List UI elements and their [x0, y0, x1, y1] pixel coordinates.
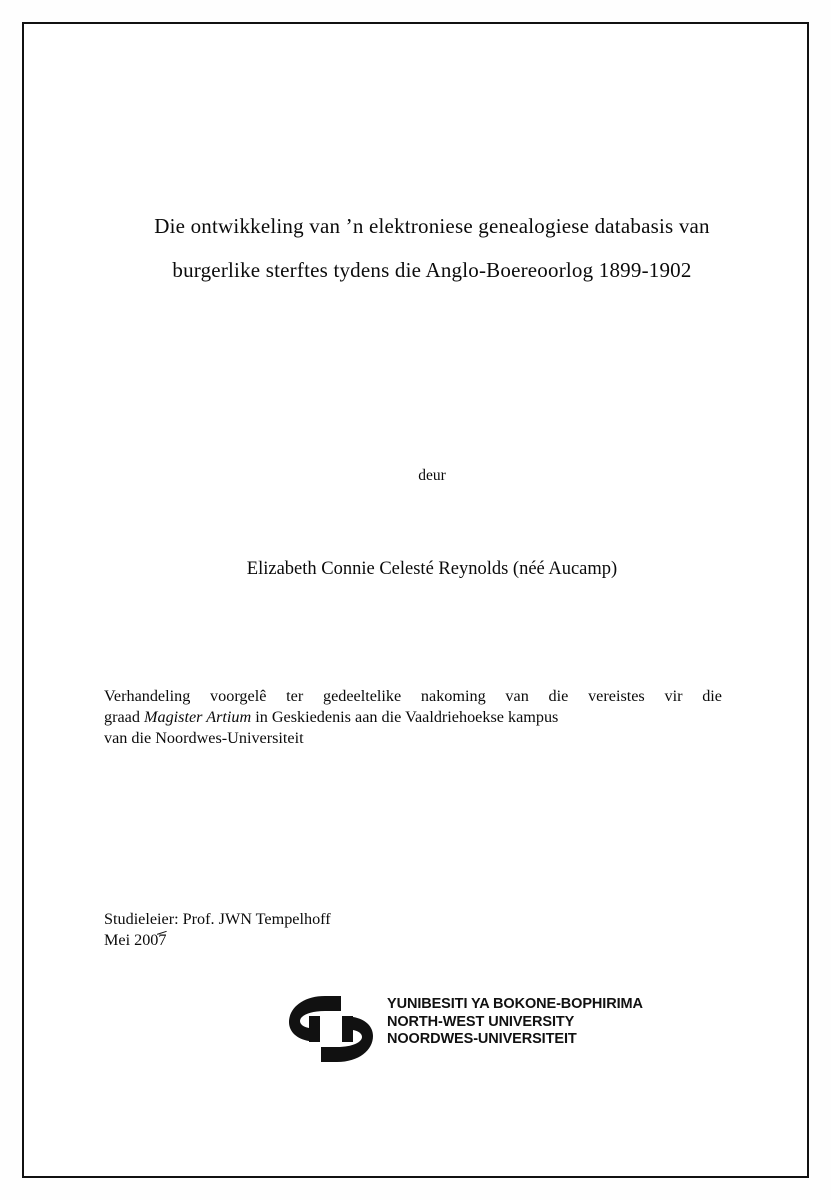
title-line-2: burgerlike sterftes tydens die Anglo-Boereoorlog 1899-1902 — [172, 258, 692, 282]
title-page-content — [102, 204, 762, 951]
logo-text-line-2: NORTH-WEST UNIVERSITY — [387, 1013, 575, 1030]
north-west-university-logo-icon — [279, 992, 383, 1066]
supervisor-block — [104, 909, 762, 951]
page-border — [22, 22, 809, 1178]
title-line-1: Die ontwikkeling van ’n elektroniese genealogiese databasis van — [154, 214, 710, 238]
submission-date-text: Mei 2007 — [104, 931, 167, 949]
by-label: deur — [418, 467, 446, 484]
university-logo-block — [279, 992, 643, 1070]
logo-text-line-1: YUNIBESITI YA BOKONE-BOPHIRIMA — [387, 996, 643, 1012]
degree-statement-line-2-suffix: in Geskiedenis aan die Vaaldriehoekse kampus — [251, 708, 559, 726]
author-name: Elizabeth Connie Celesté Reynolds (néé Aucamp) — [246, 559, 618, 579]
supervisor-name: Studieleier: Prof. JWN Tempelhoff — [104, 910, 331, 928]
degree-name-italic: Magister Artium — [144, 708, 252, 726]
logo-text-line-3: NOORDWES-UNIVERSITEIT — [387, 1031, 577, 1047]
page-title — [112, 204, 752, 292]
degree-statement-line-2 — [104, 707, 722, 728]
degree-statement — [104, 686, 722, 749]
degree-statement-line-2-prefix: graad — [104, 708, 144, 726]
university-logo-text — [387, 996, 643, 1049]
degree-statement-line-3: van die Noordwes-Universiteit — [104, 729, 304, 747]
degree-statement-line-1: Verhandeling voorgelê ter gedeeltelike nakoming van die vereistes vir die — [104, 687, 722, 705]
submission-date — [104, 930, 167, 951]
